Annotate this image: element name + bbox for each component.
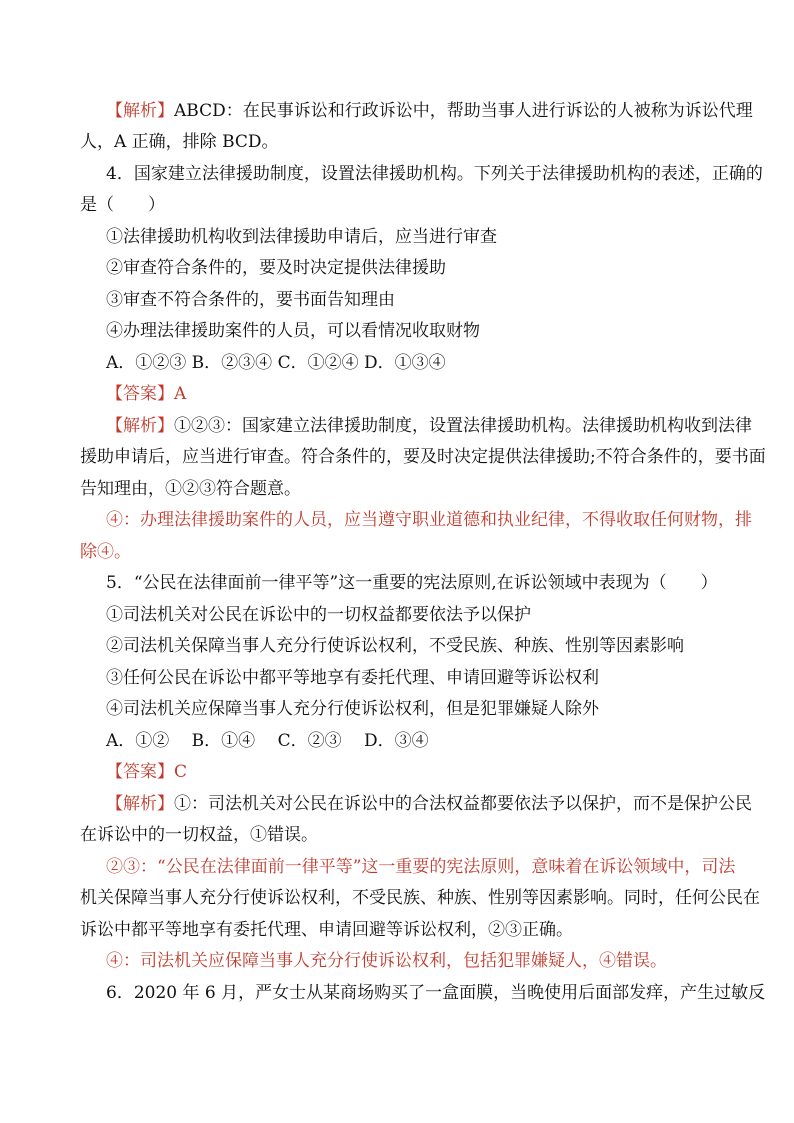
question-4-option-3: ③审查不符合条件的，要书面告知理由: [106, 290, 395, 310]
question-5-line-1: 5．“公民在法律面前一律平等”这一重要的宪法原则,在诉讼领域中表现为（ ）: [106, 573, 718, 593]
question-4-option-1: ①法律援助机构收到法律援助申请后，应当进行审查: [106, 227, 497, 247]
question-5-option-2: ②司法机关保障当事人充分行使诉讼权利，不受民族、种族、性别等因素影响: [106, 636, 684, 656]
question-5-analysis-line-2: 在诉讼中的一切权益，①错误。: [80, 825, 318, 845]
question-5-option-4: ④司法机关应保障当事人充分行使诉讼权利，但是犯罪嫌疑人除外: [106, 699, 599, 719]
analysis-tag: 【解析】: [106, 416, 174, 436]
answer-tag: 【答案】: [106, 384, 174, 404]
analysis-tag: 【解析】: [106, 794, 174, 814]
question-4-line-2: 是（ ）: [80, 195, 165, 215]
question-6-line-1: 6．2020 年 6 月，严女士从某商场购买了一盒面膜，当晚使用后面部发痒，产生过敏反: [106, 983, 766, 1003]
question-5-error-line-1: ④：司法机关应保障当事人充分行使诉讼权利，包括犯罪嫌疑人，④错误。: [106, 951, 667, 971]
question-5-answer: 【答案】C: [106, 762, 188, 782]
question-5-option-3: ③任何公民在诉讼中都平等地享有委托代理、申请回避等诉讼权利: [106, 668, 599, 688]
question-5-analysis-line-1: 【解析】①：司法机关对公民在诉讼中的合法权益都要依法予以保护，而不是保护公民: [106, 794, 752, 814]
question-4-exclusion-line-1: ④：办理法律援助案件的人员，应当遵守职业道德和执业纪律，不得收取任何财物，排: [106, 510, 752, 530]
question-4-line-1: 4．国家建立法律援助制度，设置法律援助机构。下列关于法律援助机构的表述，正确的: [106, 164, 763, 184]
analysis-q3-line-1: 【解析】ABCD：在民事诉讼和行政诉讼中，帮助当事人进行诉讼的人被称为诉讼代理: [106, 101, 753, 121]
question-5-correct-line-2: 机关保障当事人充分行使诉讼权利，不受民族、种族、性别等因素影响。同时，任何公民在: [80, 888, 760, 908]
question-4-analysis-line-3: 告知理由，①②③符合题意。: [80, 479, 301, 499]
question-4-answer: 【答案】A: [106, 384, 187, 404]
question-4-exclusion-line-2: 除④。: [80, 542, 131, 562]
question-4-option-2: ②审查符合条件的，要及时决定提供法律援助: [106, 258, 446, 278]
analysis-q3-line-2: 人，A 正确，排除 BCD。: [80, 132, 279, 152]
answer-tag: 【答案】: [106, 762, 174, 782]
question-5-option-1: ①司法机关对公民在诉讼中的一切权益都要依法予以保护: [106, 605, 531, 625]
question-5-choices: A．①② B．①④ C．②③ D．③④: [106, 731, 429, 751]
question-4-option-4: ④办理法律援助案件的人员，可以看情况收取财物: [106, 321, 480, 341]
question-5-correct-line-1: ②③：“公民在法律面前一律平等”这一重要的宪法原则，意味着在诉讼领域中，司法: [106, 857, 736, 877]
question-5-correct-line-3: 诉讼中都平等地享有委托代理、申请回避等诉讼权利，②③正确。: [80, 920, 573, 940]
question-4-choices: A．①②③ B．②③④ C．①②④ D．①③④: [106, 353, 446, 373]
question-4-analysis-line-2: 援助申请后，应当进行审查。符合条件的，要及时决定提供法律援助;不符合条件的，要书面: [80, 447, 766, 467]
question-4-analysis-line-1: 【解析】①②③：国家建立法律援助制度，设置法律援助机构。法律援助机构收到法律: [106, 416, 752, 436]
analysis-tag: 【解析】: [106, 101, 174, 121]
